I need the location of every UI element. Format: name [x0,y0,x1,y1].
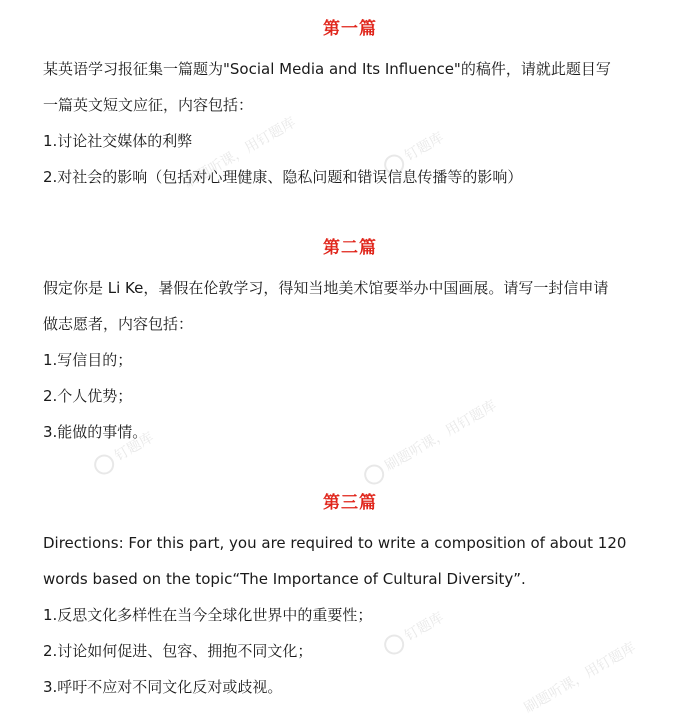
section-line: Directions: For this part, you are required to write a composition of about 120 [43,534,627,552]
section-line: 2.对社会的影响（包括对心理健康、隐私问题和错误信息传播等的影响） [43,168,523,186]
section-line: words based on the topic“The Importance of Cultural Diversity”. [43,570,526,588]
section-line: 1.写信目的； [43,351,133,369]
watermark: 钉题库 [380,127,448,178]
section-line: 1.讨论社交媒体的利弊 [43,132,193,150]
section-line: 做志愿者，内容包括： [43,315,194,333]
watermark: 刷题听课，用钉题库 [181,114,299,192]
watermark: 刷题听课，用钉题库 [360,395,500,488]
section-line: 假定你是 Li Ke，暑假在伦敦学习，得知当地美术馆要举办中国画展。请写一封信申请 [43,279,609,297]
watermark: 刷题听课，用钉题库 [521,639,639,717]
section-title: 第三篇 [323,493,377,513]
watermark: 钉题库 [90,427,158,478]
section-line: 2.讨论如何促进、包容、拥抱不同文化； [43,642,313,660]
section-line: 一篇英文短文应征，内容包括： [43,96,254,114]
section-line: 3.呼吁不应对不同文化反对或歧视。 [43,678,283,696]
section-line: 2.个人优势； [43,387,133,405]
section-line: 1.反思文化多样性在当今全球化世界中的重要性； [43,606,373,624]
section-line: 某英语学习报征集一篇题为"Social Media and Its Influence"的稿件，请就此题目写 [43,60,611,78]
watermark: 钉题库 [380,607,448,658]
section-line: 3.能做的事情。 [43,423,148,441]
section-title: 第一篇 [323,19,377,39]
dingtiku-logo-icon [91,451,118,478]
section-title: 第二篇 [323,238,377,258]
dingtiku-logo-icon [361,461,388,488]
